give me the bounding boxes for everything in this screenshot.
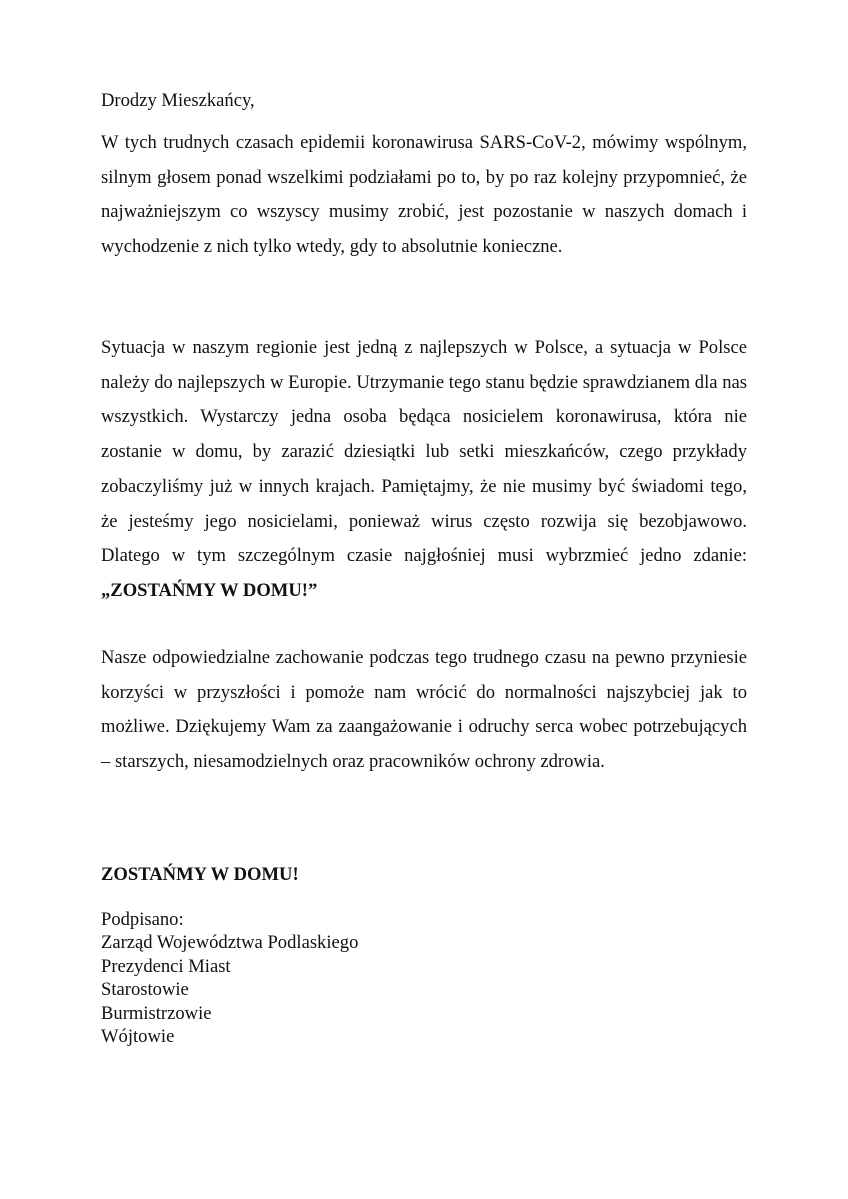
slogan: ZOSTAŃMY W DOMU! xyxy=(101,864,299,885)
paragraph-2-emphasis: „ZOSTAŃMY W DOMU!” xyxy=(101,579,318,601)
paragraph-1: W tych trudnych czasach epidemii koronawirusa SARS-CoV-2, mówimy wspólnym, silnym głosem ponad wszelkimi podziałami po to, by po raz kolejny przypomnieć, że najważniejszym co wszyscy musimy zrobić, jest pozostanie w naszych domach i wychodzenie z nich tylko wtedy, gdy to absolutnie konieczne. xyxy=(101,132,747,258)
signatory: Wójtowie xyxy=(101,1026,175,1048)
paragraph-2-text: Sytuacja w naszym regionie jest jedną z najlepszych w Polsce, a sytuacja w Polsce należy do najlepszych w Europie. Utrzymanie tego stanu będzie sprawdzianem dla nas wszystkich. Wystarczy jedna osoba będąca nosicielem koronawirusa, która nie zostanie w domu, by zarazić dziesiątki lub setki mieszkańców, czego przykłady zobaczyliśmy już w innych krajach. Pamiętajmy, że nie musimy być świadomi tego, że jesteśmy jego nosicielami, ponieważ wirus często rozwija się bezobjawowo. Dlatego w tym szczególnym czasie najgłośniej musi wybrzmieć jedno zdanie: xyxy=(101,337,747,567)
signatory: Zarząd Województwa Podlaskiego xyxy=(101,932,359,954)
signatory: Burmistrzowie xyxy=(101,1002,212,1024)
signatures-heading: Podpisano: xyxy=(101,909,184,930)
paragraph-3: Nasze odpowiedzialne zachowanie podczas tego trudnego czasu na pewno przyniesie korzyści w przyszłości i pomoże nam wrócić do normalności najszybciej jak to możliwe. Dziękujemy Wam za zaangażowanie i odruchy serca wobec potrzebujących – starszych, niesamodzielnych oraz pracowników ochrony zdrowia. xyxy=(101,647,747,773)
signatory: Prezydenci Miast xyxy=(101,955,231,977)
signatory: Starostowie xyxy=(101,979,189,1001)
paragraph-2 xyxy=(101,331,747,609)
greeting: Drodzy Mieszkańcy, xyxy=(101,90,255,111)
signatures xyxy=(101,908,747,1048)
